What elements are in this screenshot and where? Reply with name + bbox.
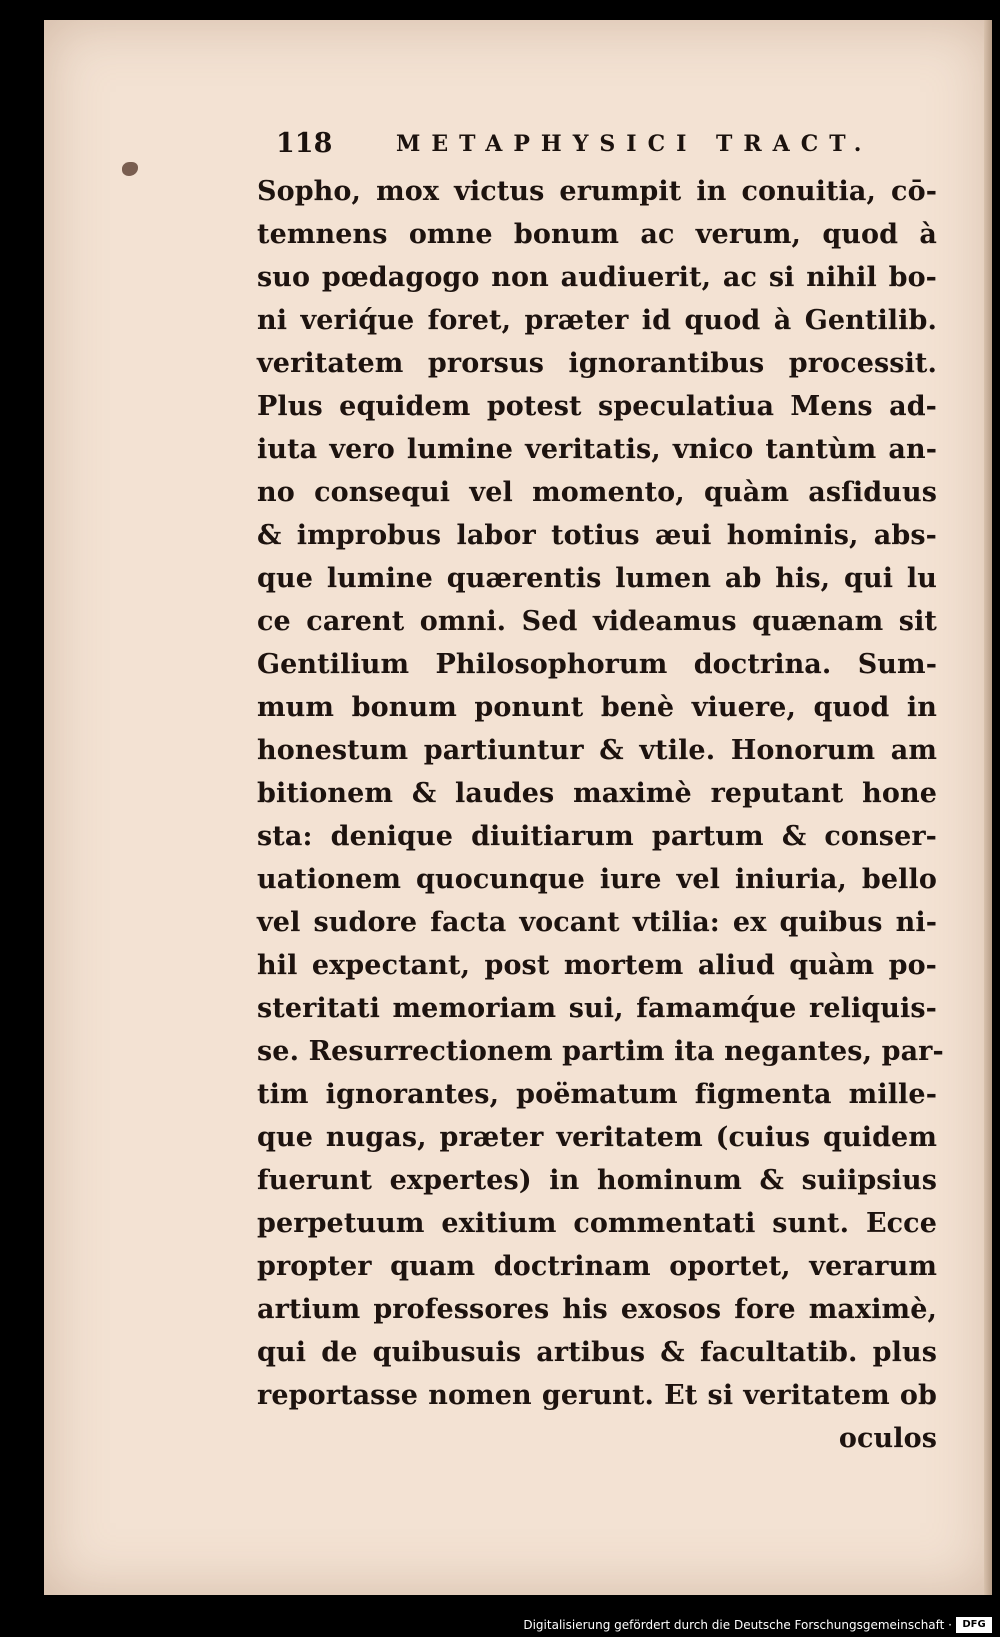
text-line: hil expectant, post mortem aliud quàm po- — [257, 950, 937, 981]
text-line: honestum partiuntur & vtile. Honorum am — [257, 735, 937, 766]
running-head — [276, 128, 916, 168]
text-line: que nugas, præter veritatem (cuius quidem — [257, 1122, 937, 1153]
page-spine-edge — [984, 20, 992, 1595]
text-line: suo pœdagogo non audiuerit, ac si nihil bo- — [257, 262, 937, 293]
text-line: Plus equidem potest speculatiua Mens ad- — [257, 391, 937, 422]
text-line: tim ignorantes, poëmatum figmenta mille- — [257, 1079, 937, 1110]
running-title: METAPHYSICI TRACT. — [396, 131, 873, 157]
text-line: propter quam doctrinam oportet, verarum — [257, 1251, 937, 1282]
text-line: steritati memoriam sui, famamq́ue reliquis- — [257, 993, 937, 1024]
text-line: qui de quibusuis artibus & facultatib. plus — [257, 1337, 937, 1368]
text-line: uationem quocunque iure vel iniuria, bello — [257, 864, 937, 895]
text-line: bitionem & laudes maximè reputant hone — [257, 778, 937, 809]
text-line: artium professores his exosos fore maximè, — [257, 1294, 937, 1325]
text-line: que lumine quærentis lumen ab his, qui lu — [257, 563, 937, 594]
text-line: reportasse nomen gerunt. Et si veritatem ob — [257, 1380, 937, 1411]
page-number: 118 — [276, 128, 333, 159]
ink-blot — [122, 162, 138, 176]
digitization-footer — [0, 1597, 1000, 1637]
text-line: temnens omne bonum ac verum, quod à — [257, 219, 937, 250]
text-line: ce carent omni. Sed videamus quænam sit — [257, 606, 937, 637]
text-line: fuerunt expertes) in hominum & suiipsius — [257, 1165, 937, 1196]
dfg-logo: DFG — [956, 1617, 992, 1633]
catchword: oculos — [838, 1423, 937, 1454]
text-line: ni veriq́ue foret, præter id quod à Gentilib. — [257, 305, 937, 336]
text-line: mum bonum ponunt benè viuere, quod in — [257, 692, 937, 723]
text-line: sta: denique diuitiarum partum & conser- — [257, 821, 937, 852]
body-text — [257, 170, 944, 1460]
book-page — [44, 20, 992, 1595]
text-line: vel sudore facta vocant vtilia: ex quibus ni- — [257, 907, 937, 938]
text-line: Gentilium Philosophorum doctrina. Sum- — [257, 649, 937, 680]
text-line: veritatem prorsus ignorantibus processit. — [257, 348, 937, 379]
text-line: & improbus labor totius æui hominis, abs- — [257, 520, 937, 551]
text-line: Sopho, mox victus erumpit in conuitia, cō- — [257, 176, 937, 207]
text-line: se. Resurrectionem partim ita negantes, par- — [257, 1036, 944, 1067]
footer-credit: Digitalisierung gefördert durch die Deutsche Forschungsgemeinschaft · — [523, 1618, 952, 1632]
text-line: no consequi vel momento, quàm asſiduus — [257, 477, 937, 508]
text-line: iuta vero lumine veritatis, vnico tantùm an- — [257, 434, 937, 465]
text-line: perpetuum exitium commentati sunt. Ecce — [257, 1208, 937, 1239]
